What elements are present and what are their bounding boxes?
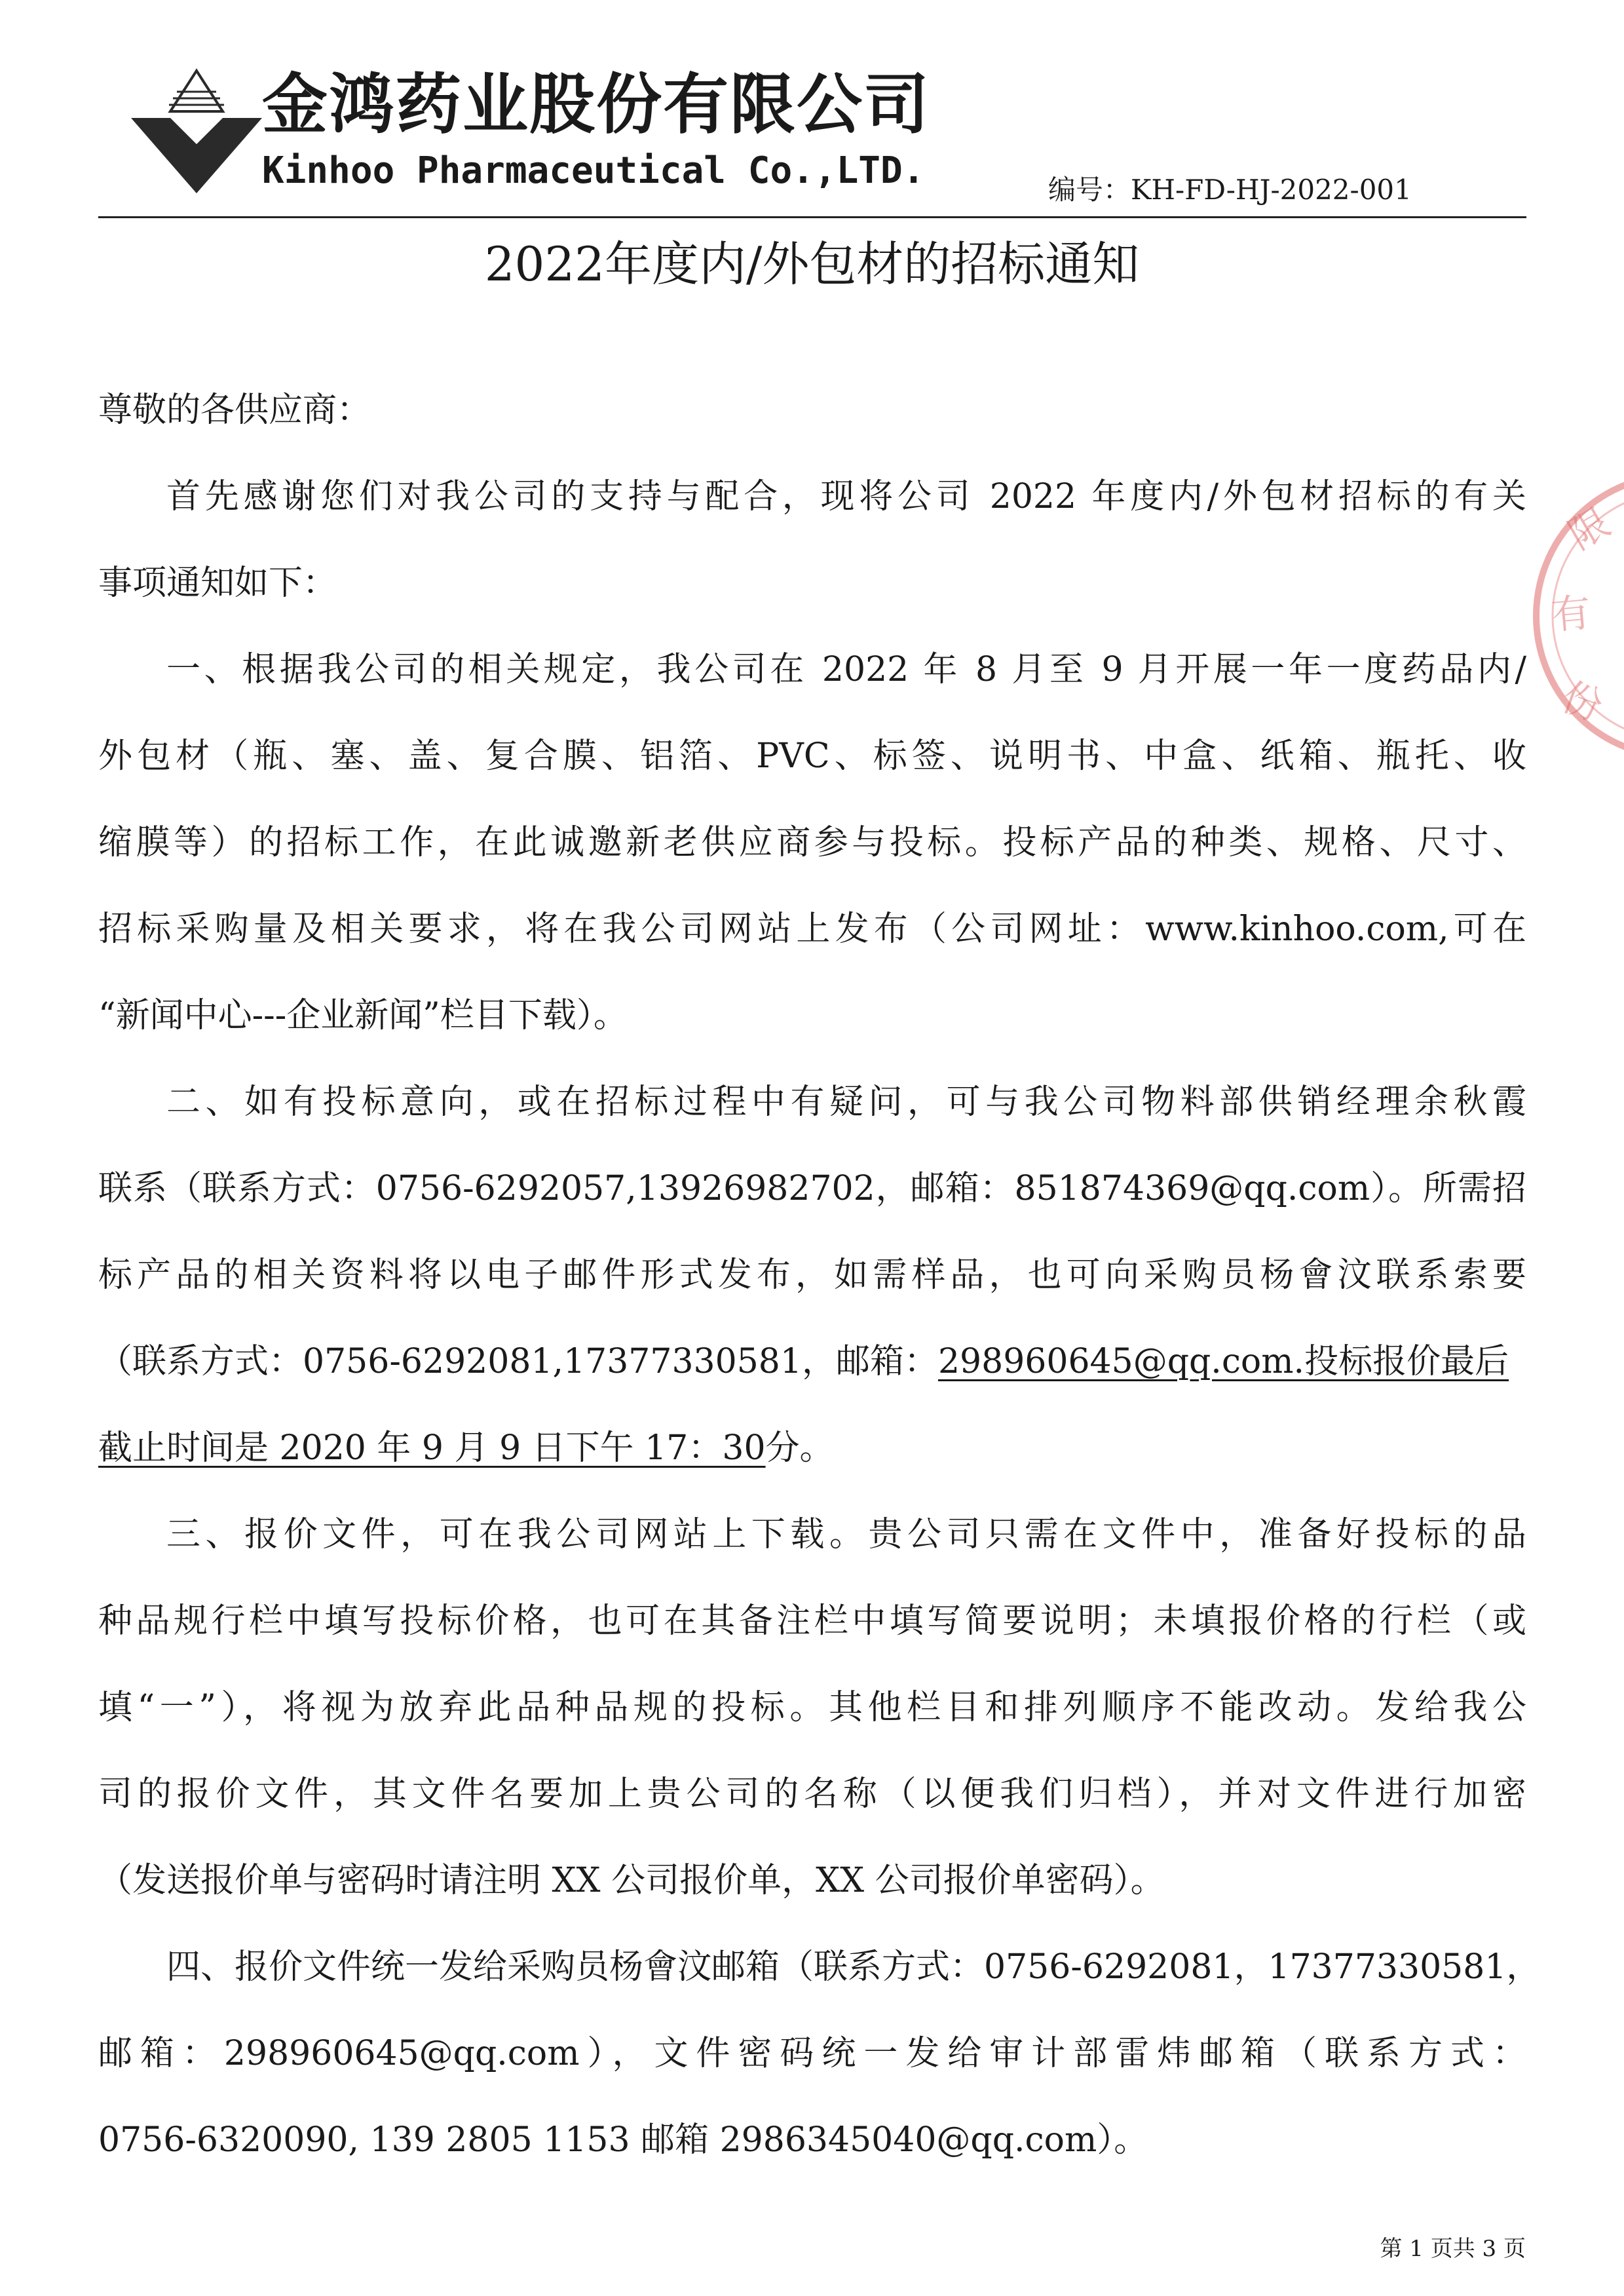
- svg-text:限: 限: [1560, 499, 1618, 559]
- section4-line: 四、报价文件统一发给采购员杨會汶邮箱（联系方式：0756-6292081，17377330581，: [166, 1947, 1541, 1987]
- section2-line: 标产品的相关资料将以电子邮件形式发布，如需样品，也可向采购员杨會汶联系索要: [98, 1255, 1526, 1295]
- svg-text:有: 有: [1549, 589, 1593, 639]
- deadline-suffix: 分。: [765, 1428, 834, 1468]
- page-number: 第 1 页共 3 页: [1380, 2236, 1526, 2262]
- section3-line: 填“一”），将视为放弃此品种品规的投标。其他栏目和排列顺序不能改动。发给我公: [98, 1688, 1526, 1727]
- section1-line: 外包材（瓶、塞、盖、复合膜、铝箔、PVC、标签、说明书、中盒、纸箱、瓶托、收: [98, 737, 1526, 776]
- section1-line: 一、根据我公司的相关规定，我公司在 2022 年 8 月至 9 月开展一年一度药品内/: [166, 650, 1526, 689]
- document-number: 编号：KH-FD-HJ-2022-001: [1048, 174, 1412, 206]
- contact-text: （联系方式：0756-6292081,17377330581，邮箱：: [98, 1342, 938, 1381]
- section3-line: 三、报价文件，可在我公司网站上下载。贵公司只需在文件中，准备好投标的品: [166, 1515, 1526, 1554]
- section3-line: （发送报价单与密码时请注明 XX 公司报价单，XX 公司报价单密码）。: [98, 1861, 1165, 1900]
- section4-line: 0756-6320090, 139 2805 1153 邮箱 2986345040@qq.com）。: [98, 2120, 1148, 2160]
- document-body: [98, 367, 1541, 2183]
- salutation: 尊敬的各供应商：: [98, 391, 371, 430]
- section2-line: [98, 1405, 1526, 1491]
- intro-line: 事项通知如下：: [98, 564, 337, 603]
- header-divider: [98, 216, 1526, 218]
- section3-line: 司的报价文件，其文件名要加上贵公司的名称（以便我们归档），并对文件进行加密: [98, 1774, 1526, 1814]
- section2-line: 联系（联系方式：0756-6292057,13926982702，邮箱：851874369@qq.com）。所需招: [98, 1169, 1526, 1208]
- section1-line: 招标采购量及相关要求，将在我公司网站上发布（公司网址：www.kinhoo.com,可在: [98, 909, 1526, 949]
- document-title: 2022年度内/外包材的招标通知: [484, 237, 1140, 292]
- section2-line: [98, 1318, 1526, 1405]
- section4-line: 邮箱：298960645@qq.com），文件密码统一发给审计部雷炜邮箱（联系方式：: [98, 2034, 1526, 2073]
- section1-line: “新闻中心---企业新闻”栏目下载）。: [98, 996, 628, 1035]
- company-name-cn: 金鸿药业股份有限公司: [262, 66, 930, 143]
- letterhead: [0, 0, 1624, 223]
- email-deadline-text: 298960645@qq.com.投标报价最后: [937, 1342, 1509, 1381]
- company-name-en: Kinhoo Pharmaceutical Co.,LTD.: [262, 149, 925, 192]
- svg-text:份: 份: [1555, 674, 1609, 731]
- deadline-text: 截止时间是 2020 年 9 月 9 日下午 17：30: [98, 1428, 766, 1468]
- section1-line: 缩膜等）的招标工作，在此诚邀新老供应商参与投标。投标产品的种类、规格、尺寸、: [98, 823, 1526, 862]
- intro-line: 首先感谢您们对我公司的支持与配合，现将公司 2022 年度内/外包材招标的有关: [166, 477, 1526, 516]
- company-logo-icon: [124, 66, 269, 197]
- section2-line: 二、如有投标意向，或在招标过程中有疑问，可与我公司物料部供销经理余秋霞: [166, 1082, 1526, 1122]
- section3-line: 种品规行栏中填写投标价格，也可在其备注栏中填写简要说明；未填报价格的行栏（或: [98, 1601, 1526, 1641]
